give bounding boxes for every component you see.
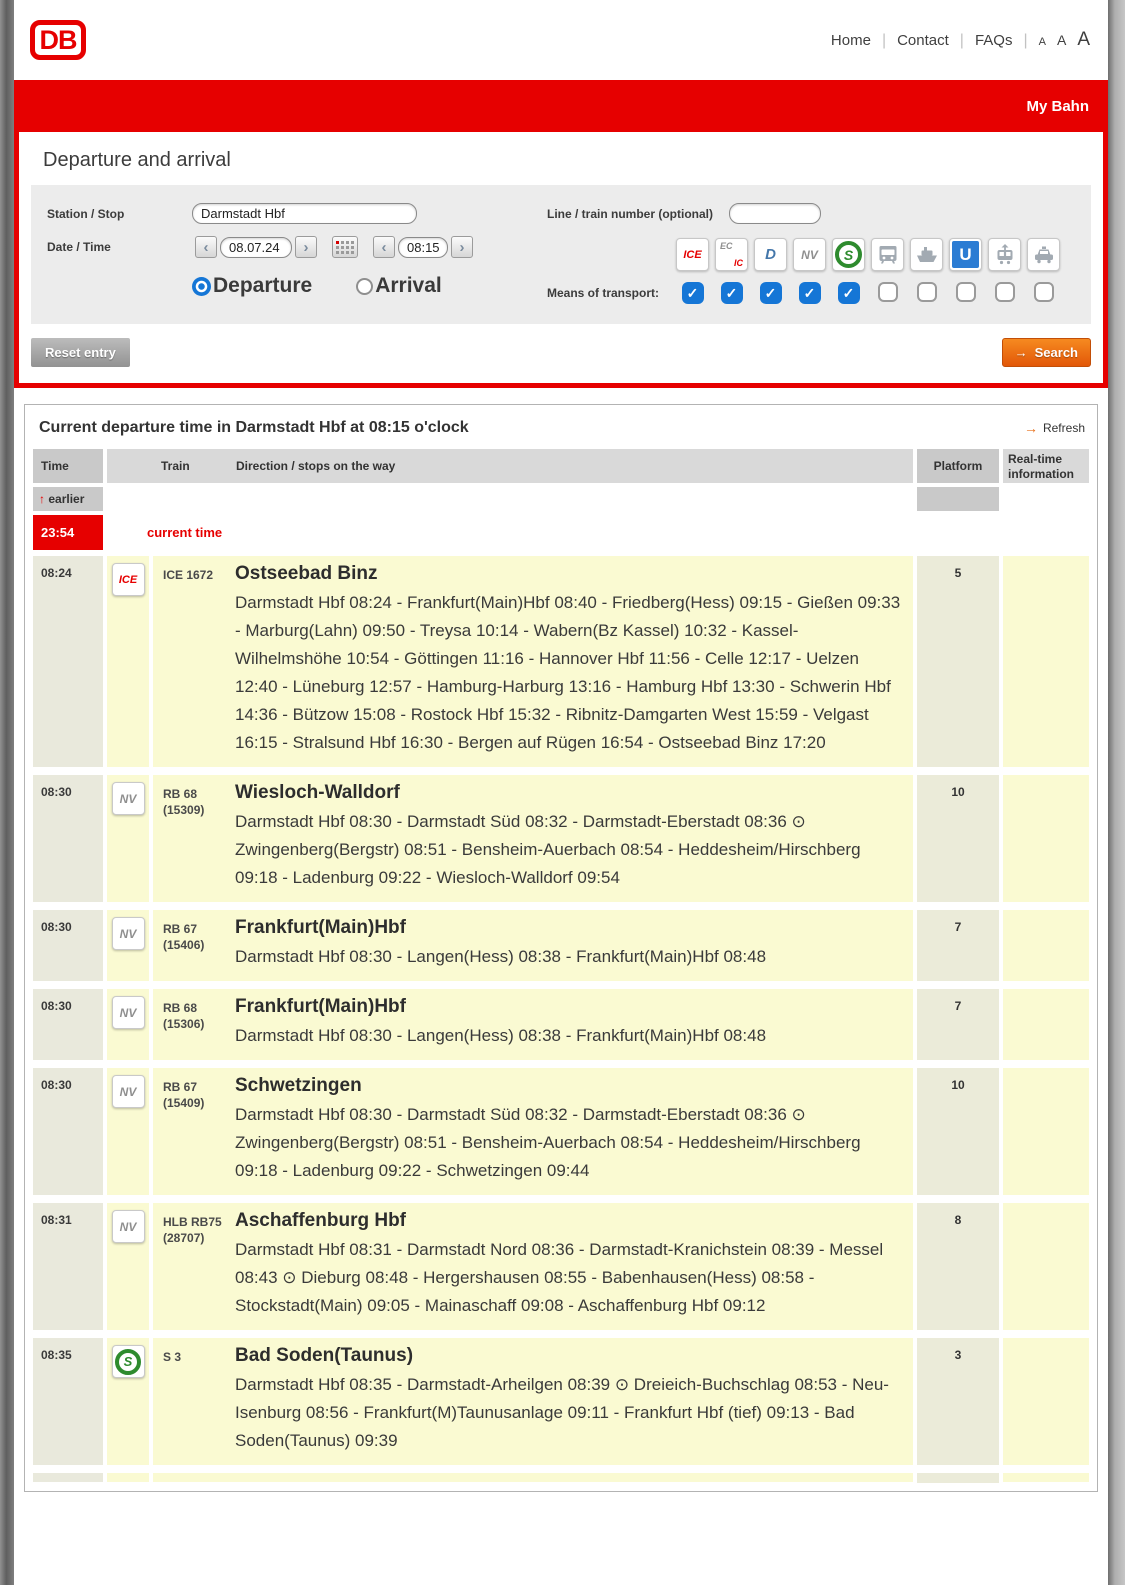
train-type-cell (107, 989, 149, 1060)
earlier-row (33, 487, 1089, 511)
column-header-time: Time (33, 449, 103, 483)
departure-row-partial (33, 1473, 1089, 1483)
means-of-transport-row (547, 282, 1077, 304)
date-input[interactable] (220, 237, 292, 258)
earlier-platform-cell (917, 487, 999, 511)
line-number-input[interactable] (729, 203, 821, 224)
nav-separator: | (959, 32, 964, 49)
form-actions (19, 324, 1103, 383)
date-next-button[interactable]: › (295, 236, 317, 258)
departure-time: 08:30 (33, 910, 103, 981)
window-left-edge (0, 0, 14, 1585)
destination-link[interactable]: Wiesloch-Walldorf (235, 782, 400, 803)
ice-train-icon: ICE (676, 238, 709, 271)
nav-separator: | (881, 32, 887, 49)
form-left-column (47, 203, 547, 304)
realtime-cell (1003, 1338, 1089, 1465)
departure-row (33, 1203, 1089, 1330)
departure-row (33, 1338, 1089, 1465)
train-type-cell (107, 1338, 149, 1465)
font-size-small-button[interactable]: A (1038, 36, 1046, 48)
taxi-icon (1027, 238, 1060, 271)
direction-cell (235, 775, 913, 902)
transport-checkbox-ice[interactable]: ✓ (682, 282, 704, 304)
train-type-cell (107, 1203, 149, 1330)
transport-checkbox-ship[interactable] (917, 282, 937, 302)
direction-cell (235, 910, 913, 981)
train-type-icon: S (112, 1345, 145, 1378)
train-number[interactable]: RB 67 (15409) (163, 1080, 205, 1111)
nv-train-icon: NV (793, 238, 826, 271)
font-size-large-button[interactable]: A (1077, 29, 1090, 50)
direction-cell (235, 1068, 913, 1195)
train-number[interactable]: RB 68 (15309) (163, 787, 205, 818)
train-type-icon: NV (112, 917, 145, 950)
transport-checkboxes (673, 282, 1063, 304)
train-number[interactable]: ICE 1672 (163, 568, 214, 582)
realtime-cell (1003, 775, 1089, 902)
time-input[interactable] (398, 237, 448, 258)
train-type-icon: NV (112, 996, 145, 1029)
departure-radio-label: Departure (213, 274, 313, 297)
realtime-cell (1003, 989, 1089, 1060)
time-next-button[interactable]: › (451, 236, 473, 258)
current-time-row (33, 515, 1089, 550)
direction-cell (235, 1203, 913, 1330)
search-arrow-icon: → (1014, 345, 1028, 360)
column-header-platform: Platform (917, 449, 999, 483)
route-stops: Darmstadt Hbf 08:31 - Darmstadt Nord 08:36 - Darmstadt-Kranichstein 08:39 - Messel 08:43 ⊙ Dieburg 08:48 - Hergershausen 08:55 - Babenhausen(Hess) 08:58 - Stockstadt(Main) 09:05 - Mainaschaff 09:08 - Aschaffenburg Hbf 09:12 (235, 1240, 884, 1315)
platform-value: 3 (917, 1338, 999, 1465)
platform-value: 10 (917, 775, 999, 902)
departure-time: 08:30 (33, 989, 103, 1060)
my-bahn-link[interactable]: My Bahn (1026, 97, 1089, 115)
departure-time: 08:30 (33, 775, 103, 902)
current-time-value: 23:54 (33, 515, 103, 550)
nav-faqs[interactable]: FAQs (974, 32, 1013, 49)
station-label: Station / Stop (47, 206, 125, 221)
radio-selected-icon (192, 277, 211, 296)
train-number[interactable]: HLB RB75 (28707) (163, 1215, 222, 1246)
train-type-cell (107, 910, 149, 981)
nav-home[interactable]: Home (830, 32, 871, 49)
transport-checkbox-nv[interactable]: ✓ (799, 282, 821, 304)
refresh-arrow-icon: → (1023, 420, 1038, 436)
s-bahn-icon: S (832, 238, 865, 271)
table-header-row (33, 449, 1089, 483)
column-header-realtime: Real-time information (1003, 449, 1089, 483)
means-of-transport-label: Means of transport: (547, 286, 660, 300)
departure-row (33, 775, 1089, 902)
transport-checkbox-ec-ic[interactable]: ✓ (721, 282, 743, 304)
earlier-button[interactable]: ↑ earlier (33, 487, 103, 511)
column-header-middle (107, 449, 913, 483)
train-type-icon: NV (112, 782, 145, 815)
direction-cell (235, 556, 913, 767)
search-button[interactable] (1002, 338, 1091, 367)
destination-link[interactable]: Aschaffenburg Hbf (235, 1210, 406, 1231)
results-title: Current departure time in Darmstadt Hbf at 08:15 o'clock (39, 419, 469, 436)
route-stops: Darmstadt Hbf 08:30 - Darmstadt Süd 08:32 - Darmstadt-Eberstadt 08:36 ⊙ Zwingenberg(Bergstr) 08:51 - Bensheim-Auerbach 08:54 - Heddesheim/Hirschberg 09:18 - Ladenburg 09:22 - Wiesloch-Walldorf 09:54 (235, 812, 861, 887)
route-stops: Darmstadt Hbf 08:35 - Darmstadt-Arheilgen 08:39 ⊙ Dreieich-Buchschlag 08:53 - Neu-Isenburg 08:56 - Frankfurt(M)Taunusanlage 09:11 - Frankfurt Hbf (tief) 09:13 - Bad Soden(Taunus) 09:39 (235, 1375, 889, 1450)
realtime-cell (1003, 1203, 1089, 1330)
departure-time: 08:24 (33, 556, 103, 767)
top-nav (831, 29, 1090, 51)
route-stops: Darmstadt Hbf 08:24 - Frankfurt(Main)Hbf 08:40 - Friedberg(Hess) 09:15 - Gießen 09:33 - Marburg(Lahn) 09:50 - Treysa 10:14 - Wabern(Bz Kassel) 10:32 - Kassel-Wilhelmshöhe 10:54 - Göttingen 11:16 - Hannover Hbf 11:56 - Celle 12:17 - Uelzen 12:40 - Lüneburg 12:57 - Hamburg-Harburg 13:16 - Hamburg Hbf 13:30 - Schwerin Hbf 14:36 - Bützow 15:08 - Rostock Hbf 15:32 - Ribnitz-Damgarten West 15:59 - Velgast 16:15 - Stralsund Hbf 16:30 - Bergen auf Rügen 16:54 - Ostseebad Binz 17:20 (235, 593, 901, 752)
transport-checkbox-d-train[interactable]: ✓ (760, 282, 782, 304)
departure-time: 08:30 (33, 1068, 103, 1195)
datetime-label: Date / Time (47, 240, 111, 254)
direction-cell (235, 1338, 913, 1465)
form-panel (31, 185, 1091, 324)
search-button-label: Search (1034, 345, 1078, 360)
departure-time: 08:31 (33, 1203, 103, 1330)
platform-value: 7 (917, 989, 999, 1060)
realtime-cell (1003, 1068, 1089, 1195)
search-form-card (19, 132, 1103, 383)
realtime-cell (1003, 556, 1089, 767)
platform-value: 5 (917, 556, 999, 767)
ec-ic-train-icon: EC IC (715, 238, 748, 271)
departure-radio[interactable] (192, 274, 312, 298)
transport-checkbox-bus[interactable] (878, 282, 898, 302)
refresh-label: Refresh (1042, 421, 1085, 435)
destination-link[interactable]: Frankfurt(Main)Hbf (235, 996, 406, 1017)
transport-checkbox-tram[interactable] (995, 282, 1015, 302)
departure-row (33, 1068, 1089, 1195)
transport-icons-row (673, 238, 1077, 271)
station-input[interactable] (192, 203, 417, 224)
red-brand-zone (14, 80, 1108, 388)
db-logo[interactable] (30, 20, 86, 60)
up-arrow-icon: ↑ (39, 492, 45, 506)
top-header (14, 0, 1108, 80)
train-type-icon: ICE (112, 563, 145, 596)
u-bahn-icon: U (949, 238, 982, 271)
departure-time: 08:35 (33, 1338, 103, 1465)
departures-list (33, 556, 1089, 1465)
arrival-radio[interactable] (356, 274, 442, 298)
db-logo-text: DB (39, 24, 77, 55)
results-card (24, 404, 1098, 1492)
page (14, 0, 1108, 1492)
ship-icon (910, 238, 943, 271)
column-header-train: Train (161, 459, 190, 473)
transport-checkbox-taxi[interactable] (1034, 282, 1054, 302)
destination-link[interactable]: Bad Soden(Taunus) (235, 1345, 414, 1366)
train-type-icon: NV (112, 1210, 145, 1243)
destination-link[interactable]: Ostseebad Binz (235, 563, 378, 584)
reset-entry-button[interactable]: Reset entry (31, 338, 130, 367)
train-number[interactable]: RB 68 (15306) (163, 1001, 205, 1032)
destination-link[interactable]: Schwetzingen (235, 1075, 362, 1096)
train-type-cell (107, 1068, 149, 1195)
platform-value: 10 (917, 1068, 999, 1195)
tram-icon (988, 238, 1021, 271)
departure-row (33, 910, 1089, 981)
destination-link[interactable]: Frankfurt(Main)Hbf (235, 917, 406, 938)
train-number[interactable]: RB 67 (15406) (163, 922, 205, 953)
refresh-link[interactable] (1024, 420, 1085, 436)
route-stops: Darmstadt Hbf 08:30 - Langen(Hess) 08:38 - Frankfurt(Main)Hbf 08:48 (235, 947, 767, 966)
realtime-cell (1003, 910, 1089, 981)
departure-row (33, 556, 1089, 767)
column-header-direction: Direction / stops on the way (236, 459, 396, 473)
departure-row (33, 989, 1089, 1060)
time-prev-button[interactable]: ‹ (373, 236, 395, 258)
platform-value: 8 (917, 1203, 999, 1330)
route-stops: Darmstadt Hbf 08:30 - Langen(Hess) 08:38 - Frankfurt(Main)Hbf 08:48 (235, 1026, 767, 1045)
route-stops: Darmstadt Hbf 08:30 - Darmstadt Süd 08:32 - Darmstadt-Eberstadt 08:36 ⊙ Zwingenberg(Bergstr) 08:51 - Bensheim-Auerbach 08:54 - Heddesheim/Hirschberg 09:18 - Ladenburg 09:22 - Schwetzingen 09:44 (235, 1105, 861, 1180)
arrival-radio-label: Arrival (375, 274, 442, 297)
train-type-cell (107, 556, 149, 767)
direction-cell (235, 989, 913, 1060)
scrollbar[interactable] (1108, 0, 1125, 1585)
date-prev-button[interactable]: ‹ (195, 236, 217, 258)
transport-checkbox-s-bahn[interactable]: ✓ (838, 282, 860, 304)
d-train-icon: D (754, 238, 787, 271)
nav-separator: | (1023, 32, 1028, 49)
train-number[interactable]: S 3 (163, 1350, 182, 1364)
bus-icon (871, 238, 904, 271)
train-type-icon: NV (112, 1075, 145, 1108)
brand-bar (19, 80, 1103, 132)
nav-contact[interactable]: Contact (897, 32, 949, 49)
radio-unselected-icon (356, 278, 373, 295)
current-time-label: current time (147, 525, 223, 540)
line-number-label: Line / train number (optional) (547, 206, 713, 221)
calendar-icon[interactable] (332, 236, 358, 258)
platform-value: 7 (917, 910, 999, 981)
form-title: Departure and arrival (43, 149, 231, 171)
font-size-medium-button[interactable]: A (1056, 32, 1067, 48)
transport-checkbox-u-bahn[interactable] (956, 282, 976, 302)
form-right-column (547, 203, 1077, 304)
train-type-cell (107, 775, 149, 902)
